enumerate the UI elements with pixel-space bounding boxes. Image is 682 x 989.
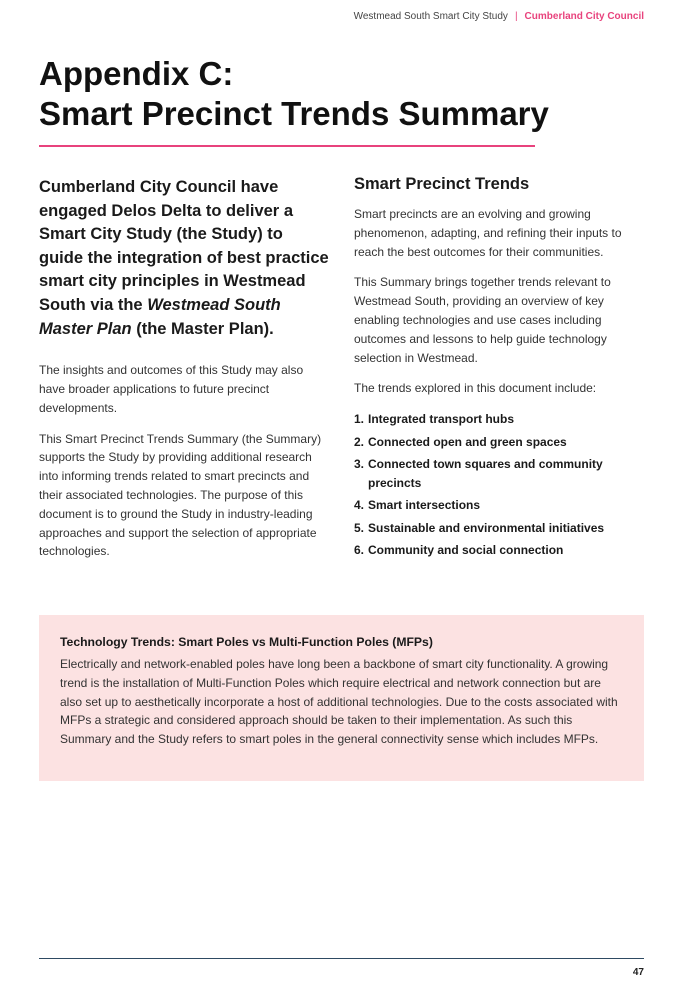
summary-overview-paragraph: This Summary brings together trends relevant to Westmead South, providing an overview of key enabling technologies and use cases including outcomes and lessons to help guide technology selection in Westmead.: [354, 275, 611, 365]
trend-list-item: [354, 455, 646, 493]
title-divider: [39, 145, 535, 147]
trend-number: 1.: [354, 412, 365, 427]
trend-label: Connected town squares and community precincts: [368, 456, 603, 490]
footer-divider: [39, 958, 644, 959]
page-number: 47: [632, 967, 644, 978]
page-title-line-1: Appendix C:: [39, 55, 234, 92]
trend-list-item: [354, 519, 646, 538]
trend-list: [354, 410, 646, 560]
smart-precincts-paragraph: Smart precincts are an evolving and growing phenomenon, adapting, and refining their inputs to reach the best outcomes for their communities.: [354, 207, 622, 259]
trend-number: 5.: [354, 520, 365, 535]
page-title-line-2: Smart Precinct Trends Summary: [39, 95, 549, 132]
trend-number: 3.: [354, 456, 365, 471]
header-study-name: Westmead South Smart City Study: [353, 11, 508, 22]
trend-label: Smart intersections: [368, 498, 481, 513]
running-header: [354, 11, 644, 22]
trend-label: Community and social connection: [368, 543, 564, 558]
trends-intro-paragraph: The trends explored in this document include:: [354, 381, 597, 396]
header-separator: |: [514, 11, 518, 22]
trend-number: 2.: [354, 434, 365, 449]
lead-text-start: Cumberland City Council have engaged Delos Delta to deliver a Smart City Study (the Study) to guide the integration of best practice smart city principles in Westmead South via the: [39, 178, 329, 314]
header-council-name: Cumberland City Council: [524, 11, 644, 22]
smart-precinct-trends-heading: Smart Precinct Trends: [354, 175, 530, 193]
callout-title: Technology Trends: Smart Poles vs Multi-Function Poles (MFPs): [60, 635, 433, 649]
trend-label: Connected open and green spaces: [368, 434, 567, 449]
insights-paragraph: The insights and outcomes of this Study may also have broader applications to future precinct developments.: [39, 363, 304, 415]
trend-list-item: [354, 496, 646, 515]
technology-trends-callout: [39, 615, 644, 781]
trend-label: Sustainable and environmental initiatives: [368, 520, 605, 535]
lead-text-end: (the Master Plan).: [131, 319, 274, 338]
right-column: [354, 173, 646, 564]
callout-body: Electrically and network-enabled poles have long been a backbone of smart city functionality. A growing trend is the installation of Multi-Function Poles which require electrical and network connection but are also set up to aesthetically incorporate a host of additional technologies. Due to the costs associated with MFPs a strategic and considered approach should be taken to their implementation. As such this Summary and the Study refers to smart poles in the general connectivity sense which includes MFPs.: [60, 657, 618, 747]
lead-text-master-plan: Westmead South Master Plan: [39, 295, 281, 338]
summary-purpose-paragraph: This Smart Precinct Trends Summary (the Summary) supports the Study by providing additional research into informing trends related to smart precincts and their associated technologies. The purpose of this document is to ground the Study in industry-leading approaches and support the selection of appropriate technologies.: [39, 431, 322, 559]
trend-number: 4.: [354, 498, 365, 513]
lead-paragraph: [39, 176, 329, 341]
trend-list-item: [354, 433, 646, 452]
trend-label: Integrated transport hubs: [368, 412, 515, 427]
page-title: [39, 54, 549, 134]
left-column: [39, 176, 329, 573]
trend-list-item: [354, 410, 646, 429]
trend-list-item: [354, 541, 646, 560]
trend-number: 6.: [354, 543, 365, 558]
